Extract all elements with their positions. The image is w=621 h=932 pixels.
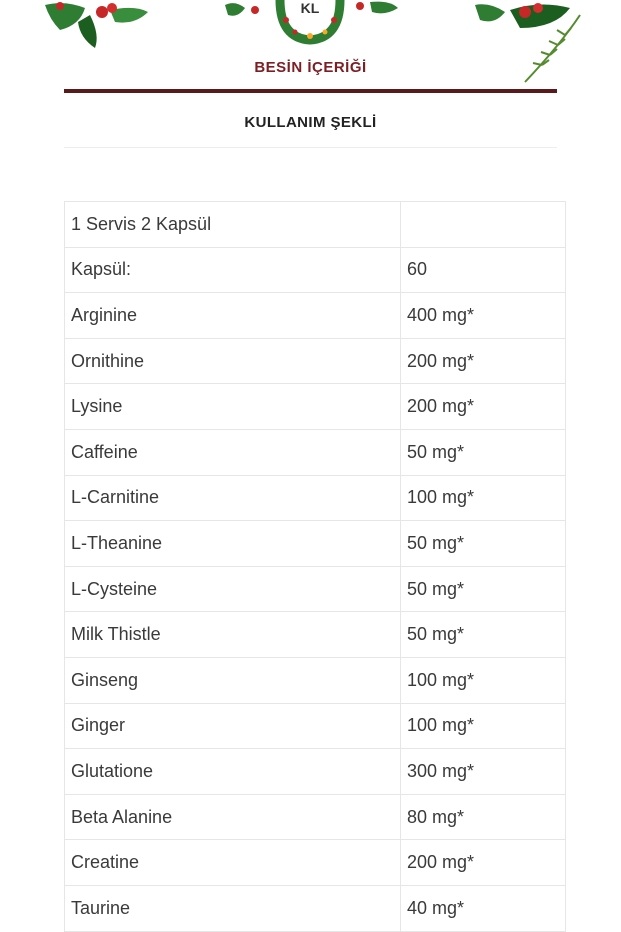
ingredient-amount: 80 mg* xyxy=(401,794,566,840)
ingredient-amount: 200 mg* xyxy=(401,338,566,384)
table-row xyxy=(65,840,566,886)
ingredient-amount xyxy=(401,202,566,248)
ingredient-amount: 200 mg* xyxy=(401,840,566,886)
ingredient-name: Milk Thistle xyxy=(65,612,401,658)
ingredient-amount: 50 mg* xyxy=(401,612,566,658)
logo-fragment: KL xyxy=(300,0,320,16)
table-row xyxy=(65,384,566,430)
ingredient-amount: 50 mg* xyxy=(401,429,566,475)
ingredient-amount: 100 mg* xyxy=(401,703,566,749)
ingredient-name: L-Theanine xyxy=(65,521,401,567)
ingredient-name: Lysine xyxy=(65,384,401,430)
table-row xyxy=(65,749,566,795)
table-row xyxy=(65,794,566,840)
ingredient-name: Ginseng xyxy=(65,657,401,703)
table-row xyxy=(65,429,566,475)
ingredient-name: Caffeine xyxy=(65,429,401,475)
table-row xyxy=(65,885,566,931)
ingredient-name: Ginger xyxy=(65,703,401,749)
ingredient-amount: 60 xyxy=(401,247,566,293)
ingredient-name: L-Carnitine xyxy=(65,475,401,521)
nutrition-table xyxy=(64,201,566,932)
tab-usage-instructions[interactable]: KULLANIM ŞEKLİ xyxy=(64,97,557,148)
ingredient-name: Kapsül: xyxy=(65,247,401,293)
table-row xyxy=(65,293,566,339)
table-row xyxy=(65,703,566,749)
table-row xyxy=(65,247,566,293)
holly-decoration-left xyxy=(40,0,150,50)
ingredient-name: Taurine xyxy=(65,885,401,931)
tab-nutrition-content[interactable]: BESİN İÇERİĞİ xyxy=(254,58,367,76)
ingredient-amount: 200 mg* xyxy=(401,384,566,430)
table-row xyxy=(65,657,566,703)
ingredient-name: Glutatione xyxy=(65,749,401,795)
ingredient-name: L-Cysteine xyxy=(65,566,401,612)
ingredient-name: Creatine xyxy=(65,840,401,886)
ingredient-amount: 50 mg* xyxy=(401,566,566,612)
ingredient-name: 1 Servis 2 Kapsül xyxy=(65,202,401,248)
ingredient-name: Beta Alanine xyxy=(65,794,401,840)
ingredient-amount: 40 mg* xyxy=(401,885,566,931)
ingredient-name: Ornithine xyxy=(65,338,401,384)
table-row xyxy=(65,338,566,384)
ingredient-amount: 300 mg* xyxy=(401,749,566,795)
ingredient-amount: 400 mg* xyxy=(401,293,566,339)
ingredient-amount: 50 mg* xyxy=(401,521,566,567)
table-row xyxy=(65,566,566,612)
ingredient-amount: 100 mg* xyxy=(401,475,566,521)
wreath-decoration xyxy=(220,0,400,45)
table-row xyxy=(65,475,566,521)
table-row xyxy=(65,202,566,248)
table-row xyxy=(65,612,566,658)
ingredient-name: Arginine xyxy=(65,293,401,339)
ingredient-amount: 100 mg* xyxy=(401,657,566,703)
active-tab-indicator xyxy=(64,89,557,93)
table-row xyxy=(65,521,566,567)
